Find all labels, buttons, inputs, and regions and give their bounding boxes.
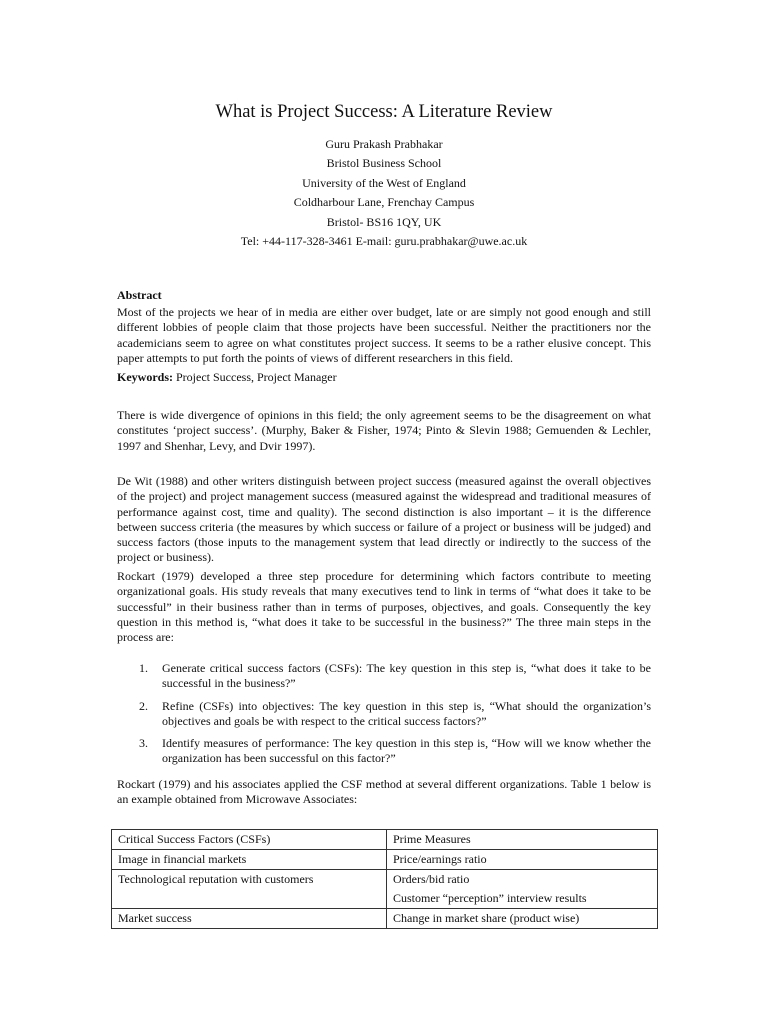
step-text: Refine (CSFs) into objectives: The key question in this step is, “What should the organization’s objectives and goals be with respect to the critical success factors?”: [162, 698, 651, 728]
measure-item: Change in market share (product wise): [393, 911, 580, 925]
table-cell-measures: [387, 870, 658, 909]
author-city: Bristol- BS16 1QY, UK: [326, 214, 442, 229]
abstract-heading: Abstract: [117, 288, 162, 302]
body-paragraph-3: Rockart (1979) developed a three step procedure for determining which factors contribute to meeting organizational goals. His study reveals that many executives tend to link in terms of “what does it take to be successful” in their business rather than in terms of purposes, objectives, and goals. Consequently the key question in this method is, “what does it take to be successful in the business?” The three main steps in the process are:: [117, 569, 651, 645]
keywords-label: Keywords:: [117, 370, 173, 384]
table-row: [112, 850, 658, 870]
table-row: [112, 870, 658, 909]
body-paragraph-4: Rockart (1979) and his associates applied the CSF method at several different organizations. Table 1 below is an example obtained from Microwave Associates:: [117, 777, 651, 807]
step-number: 2.: [139, 698, 148, 713]
table-cell-measures: [387, 909, 658, 929]
step-text: Generate critical success factors (CSFs): The key question in this step is, “what does it take to be successful in the business?”: [162, 661, 651, 691]
body-paragraph-1: There is wide divergence of opinions in this field; the only agreement seems to be the disagreement on what constitutes ‘project success’. (Murphy, Baker & Fisher, 1974; Pinto & Slevin 1988; Gemuenden & Lechler, 1997 and Shenhar, Levy, and Dvir 1997).: [117, 408, 651, 453]
keywords-line: [117, 370, 651, 385]
list-item: [117, 661, 651, 692]
measure-item: Price/earnings ratio: [393, 852, 487, 866]
steps-list: [117, 661, 651, 774]
abstract-text: Most of the projects we hear of in media are either over budget, late or are simply not good enough and still different lobbies of people claim that those projects have been successful. Neither the practitioners nor the academicians seem to agree on what constitutes project success. It seems to be a rather elusive concept. This paper attempts to put forth the points of views of different researchers in this field.: [117, 305, 651, 365]
author-address: Coldharbour Lane, Frenchay Campus: [293, 195, 475, 210]
table-row: [112, 909, 658, 929]
csf-table: [111, 829, 658, 929]
table-cell-factor: Technological reputation with customers: [112, 870, 387, 909]
step-text: Identify measures of performance: The key question in this step is, “How will we know whether the organization has been successful on this factor?”: [162, 736, 651, 766]
paper-title: What is Project Success: A Literature Review: [215, 102, 553, 122]
step-number: 3.: [139, 736, 148, 751]
keywords-text: Project Success, Project Manager: [173, 370, 337, 384]
table-header-row: [112, 830, 658, 850]
table-cell-factor: Image in financial markets: [112, 850, 387, 870]
author-school: Bristol Business School: [326, 156, 442, 171]
table-cell-factor: Market success: [112, 909, 387, 929]
author-contact: Tel: +44-117-328-3461 E-mail: guru.prabhakar@uwe.ac.uk: [240, 234, 528, 249]
measure-item: Orders/bid ratio: [393, 872, 470, 886]
measure-item: Customer “perception” interview results: [393, 891, 587, 905]
body-paragraph-2: De Wit (1988) and other writers distinguish between project success (measured against the overall objectives of the project) and project management success (measured against the widespread and traditional measures of performance against cost, time and quality). The second distinction is also important – it is the difference between success criteria (the measures by which success or failure of a project or business will be judged) and success factors (those inputs to the management system that lead directly or indirectly to the success of the project or business).: [117, 474, 651, 565]
author-block: [0, 135, 768, 251]
author-university: University of the West of England: [302, 175, 466, 190]
step-number: 1.: [139, 661, 148, 675]
list-item: [117, 736, 651, 767]
author-name: Guru Prakash Prabhakar: [325, 137, 443, 151]
table-cell-measures: [387, 850, 658, 870]
list-item: [117, 699, 651, 730]
table-header-cell: Prime Measures: [387, 830, 658, 850]
table-header-cell: Critical Success Factors (CSFs): [112, 830, 387, 850]
